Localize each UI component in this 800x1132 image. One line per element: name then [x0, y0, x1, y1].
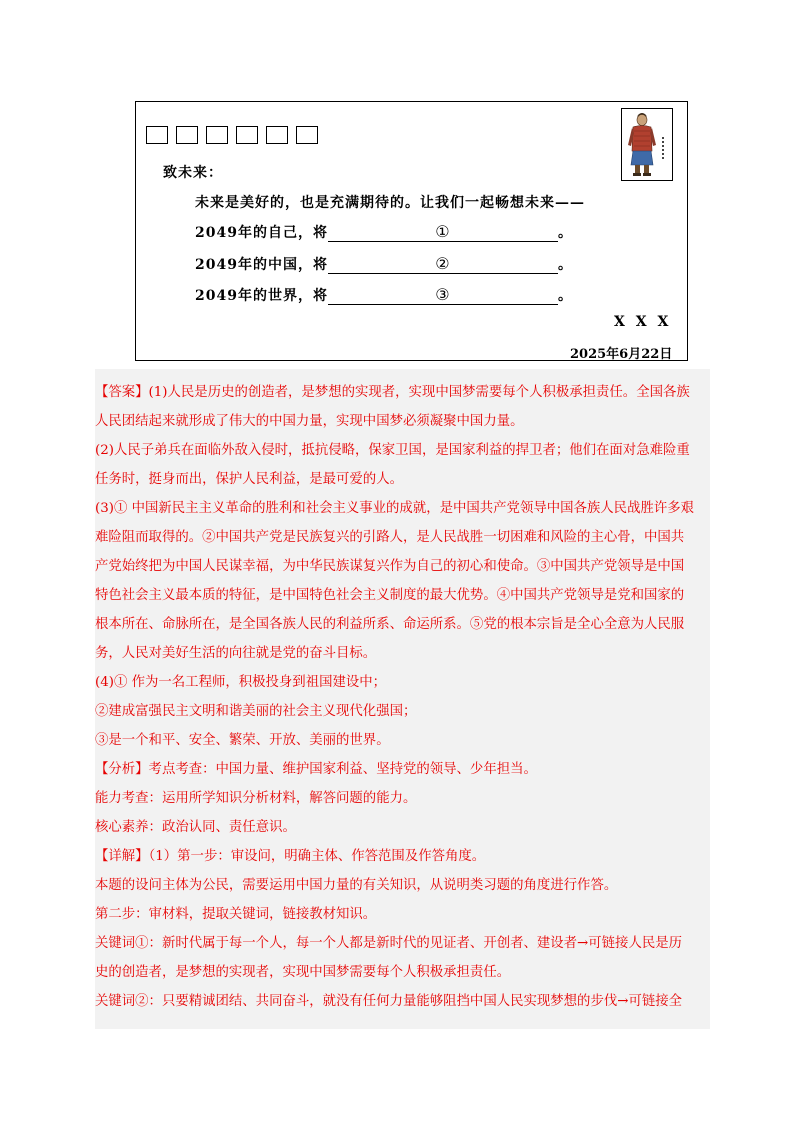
blank-suffix: 。 — [557, 288, 573, 304]
detail-line: 本题的设问主体为公民，需要运用中国力量的有关知识，从说明类习题的角度进行作答。 — [95, 878, 618, 893]
answer-line: ③是一个和平、安全、繁荣、开放、美丽的世界。 — [95, 733, 390, 748]
blank-underline — [328, 254, 558, 274]
answer-line: (3)① 中国新民主主义革命的胜利和社会主义事业的成就，是中国共产党领导中国各族人民战胜许多艰 — [95, 501, 695, 516]
postcode-box — [296, 126, 318, 144]
postcode-box — [176, 126, 198, 144]
answer-line: 根本所在、命脉所在，是全国各族人民的利益所系、命运所系。⑤党的根本宗旨是全心全意为人民服 — [95, 617, 685, 632]
answer-line: 产党始终把为中国人民谋幸福，为中华民族谋复兴作为自己的初心和使命。③中国共产党领导是中国 — [95, 559, 685, 574]
blank-line-china — [195, 254, 573, 274]
blank-number: ③ — [435, 285, 451, 304]
answer-line: 人民团结起来就形成了伟大的中国力量，实现中国梦必须凝聚中国力量。 — [95, 414, 524, 429]
envelope-card — [135, 101, 688, 361]
blank-line-self — [195, 222, 573, 242]
answer-line: 【答案】(1)人民是历史的创造者，是梦想的实现者，实现中国梦需要每个人积极承担责任。全国各族 — [95, 385, 690, 400]
answer-line: 特色社会主义最本质的特征，是中国特色社会主义制度的最大优势。④中国共产党领导是党和国家的 — [95, 588, 685, 603]
terracotta-warrior-icon — [622, 109, 672, 180]
postcode-box — [266, 126, 288, 144]
letter-greeting: 致未来： — [163, 165, 223, 181]
blank-number: ② — [435, 254, 451, 273]
detail-line: 关键词①：新时代属于每一个人，每一个人都是新时代的见证者、开创者、建设者→可链接人民是历 — [95, 936, 683, 951]
answer-line: (2)人民子弟兵在面临外敌入侵时，抵抗侵略，保家卫国，是国家利益的捍卫者；他们在面对急难险重 — [95, 443, 690, 458]
analysis-line: 【分析】考点考查：中国力量、维护国家利益、坚持党的领导、少年担当。 — [95, 762, 537, 777]
postcode-box — [146, 126, 168, 144]
answer-line: 任务时，挺身而出，保护人民利益，是最可爱的人。 — [95, 472, 403, 487]
detail-line: 关键词②：只要精诚团结、共同奋斗，就没有任何力量能够阻挡中国人民实现梦想的步伐→可链接全 — [95, 994, 683, 1009]
blank-suffix: 。 — [557, 225, 573, 241]
blank-prefix: 2049年的自己，将 — [195, 225, 328, 241]
analysis-line: 核心素养：政治认同、责任意识。 — [95, 820, 296, 835]
blank-number: ① — [435, 222, 451, 241]
answer-line: 难险阻而取得的。②中国共产党是民族复兴的引路人，是人民战胜一切困难和风险的主心骨，中国共 — [95, 530, 685, 545]
detail-line: 第二步：审材料，提取关键词，链接教材知识。 — [95, 907, 377, 922]
postage-stamp — [621, 108, 673, 181]
blank-underline — [328, 285, 558, 305]
letter-signature: X X X — [614, 314, 672, 330]
postcode-box — [206, 126, 228, 144]
postcode-box — [236, 126, 258, 144]
detail-line: 史的创造者，是梦想的实现者，实现中国梦需要每个人积极承担责任。 — [95, 965, 511, 980]
analysis-line: 能力考查：运用所学知识分析材料，解答问题的能力。 — [95, 791, 417, 806]
blank-underline — [328, 222, 558, 242]
letter-date: 2025年6月22日 — [570, 347, 673, 362]
detail-line: 【详解】（1）第一步：审设问，明确主体、作答范围及作答角度。 — [95, 849, 486, 864]
blank-prefix: 2049年的中国，将 — [195, 257, 328, 273]
blank-line-world — [195, 285, 573, 305]
postcode-boxes — [146, 126, 318, 144]
blank-suffix: 。 — [557, 257, 573, 273]
blank-prefix: 2049年的世界，将 — [195, 288, 328, 304]
answer-line: 务，人民对美好生活的向往就是党的奋斗目标。 — [95, 646, 377, 661]
answer-line: (4)① 作为一名工程师，积极投身到祖国建设中； — [95, 675, 387, 690]
letter-intro: 未来是美好的，也是充满期待的。让我们一起畅想未来—— — [195, 195, 585, 211]
answer-line: ②建成富强民主文明和谐美丽的社会主义现代化强国； — [95, 704, 417, 719]
